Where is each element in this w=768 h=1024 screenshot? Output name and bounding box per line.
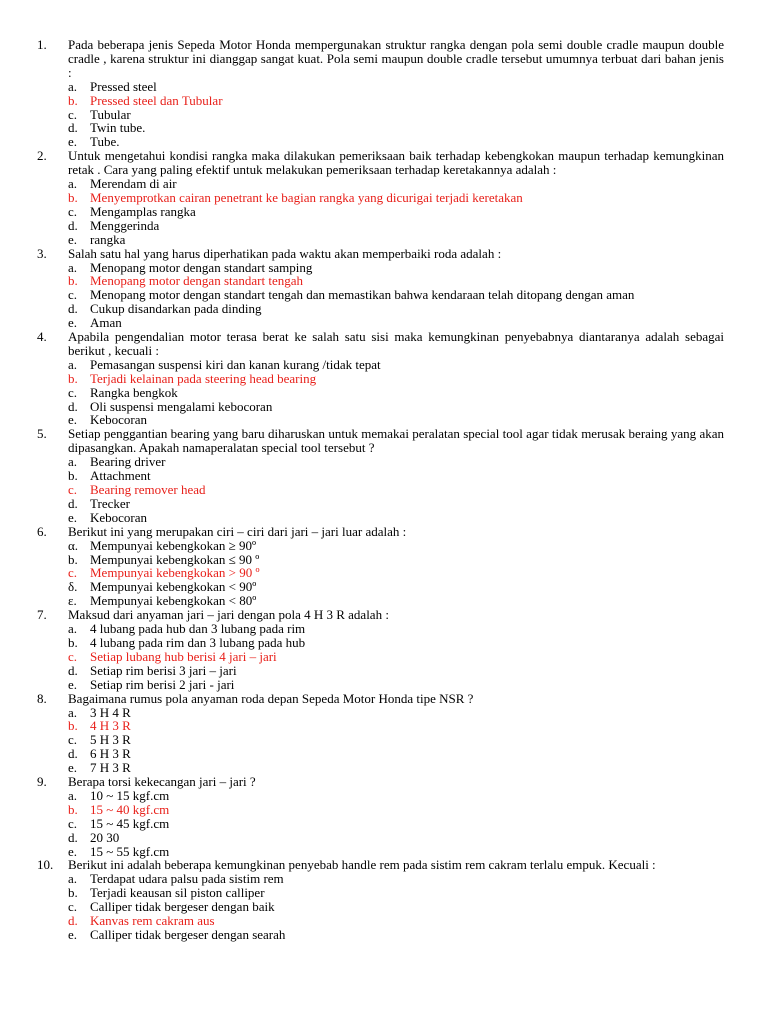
option-letter: a.: [68, 259, 78, 275]
question-block: [37, 330, 724, 427]
option-letter: e.: [68, 927, 78, 942]
option-text: Menyemprotkan cairan penetrant ke bagian rangka yang dicurigai terjadi keretakan: [90, 189, 523, 205]
answer-option-correct: [37, 372, 724, 386]
question-text: Apabila pengendalian motor terasa berat ke salah satu sisi maka kemungkinan penyebabnya diantaranya adalah sebagai berikut , kecuali :: [68, 329, 724, 358]
answer-option: [37, 622, 724, 636]
question-block: [37, 525, 724, 608]
option-letter: e.: [68, 412, 78, 428]
question-text: Untuk mengetahui kondisi rangka maka dilakukan pemeriksaan baik terhadap kebengkokan maupun terhadap kemungkinan retak . Cara yang paling efektif untuk melakukan pemeriksaan terhadap keretakannya adalah :: [68, 148, 724, 178]
question-number: 7.: [37, 607, 47, 623]
option-letter: d.: [68, 398, 78, 414]
answer-option: [37, 358, 724, 372]
option-text: Mempunyai kebengkokan ≤ 90 º: [90, 551, 260, 567]
option-text: Terjadi keausan sil piston calliper: [90, 885, 265, 901]
answer-option: [37, 706, 724, 720]
answer-option: [37, 900, 724, 914]
option-text: Menopang motor dengan standart tengah: [90, 273, 303, 289]
option-text: 6 H 3 R: [90, 746, 131, 762]
answer-option-correct: [37, 566, 724, 580]
option-letter: a.: [68, 454, 78, 470]
option-letter: α.: [68, 537, 79, 553]
question-row: [37, 38, 724, 80]
answer-option: [37, 386, 724, 400]
option-text: 20 30: [90, 829, 120, 845]
option-text: Mempunyai kebengkokan > 90 º: [90, 565, 260, 581]
option-letter: a.: [68, 787, 78, 803]
question-block: [37, 38, 724, 149]
option-letter: d.: [68, 662, 78, 678]
option-text: 4 H 3 R: [90, 718, 131, 734]
option-text: Mempunyai kebengkokan ≥ 90º: [90, 537, 257, 553]
question-number: 8.: [37, 690, 47, 706]
question-row: [37, 692, 724, 706]
option-letter: d.: [68, 913, 78, 929]
option-text: Pressed steel dan Tubular: [90, 92, 223, 108]
option-letter: a.: [68, 871, 78, 887]
answer-option: [37, 233, 724, 247]
question-row: [37, 608, 724, 622]
answer-option: [37, 413, 724, 427]
question-text: Salah satu hal yang harus diperhatikan pada waktu akan memperbaiki roda adalah :: [68, 245, 502, 261]
answer-option: [37, 400, 724, 414]
answer-option-correct: [37, 483, 724, 497]
answer-option: [37, 316, 724, 330]
option-text: Aman: [90, 315, 122, 331]
option-text: Menopang motor dengan standart tengah dan memastikan bahwa kendaraan telah ditopang dengan aman: [90, 287, 635, 303]
answer-option-correct: [37, 274, 724, 288]
option-letter: c.: [68, 565, 78, 581]
option-text: Calliper tidak bergeser dengan baik: [90, 899, 275, 915]
question-number: 10.: [37, 857, 54, 873]
answer-option: [37, 553, 724, 567]
option-text: 4 lubang pada rim dan 3 lubang pada hub: [90, 634, 306, 650]
answer-option: [37, 455, 724, 469]
option-letter: e.: [68, 760, 78, 776]
answer-option: [37, 135, 724, 149]
option-letter: b.: [68, 634, 78, 650]
question-text: Berikut ini adalah beberapa kemungkinan penyebab handle rem pada sistim rem cakram terlalu empuk. Kecuali :: [68, 857, 656, 873]
answer-option: [37, 733, 724, 747]
option-letter: b.: [68, 468, 78, 484]
question-number: 4.: [37, 329, 47, 345]
option-text: Kebocoran: [90, 412, 148, 428]
option-text: 4 lubang pada hub dan 3 lubang pada rim: [90, 621, 306, 637]
option-letter: e.: [68, 843, 78, 859]
option-text: Mempunyai kebengkokan < 80º: [90, 593, 257, 609]
question-row: [37, 247, 724, 261]
answer-option-correct: [37, 650, 724, 664]
option-text: Menopang motor dengan standart samping: [90, 259, 313, 275]
option-letter: b.: [68, 370, 78, 386]
question-row: [37, 330, 724, 358]
option-text: Twin tube.: [90, 120, 146, 136]
answer-option-correct: [37, 803, 724, 817]
option-text: Calliper tidak bergeser dengan searah: [90, 927, 286, 942]
option-text: Kanvas rem cakram aus: [90, 913, 215, 929]
question-number: 6.: [37, 523, 47, 539]
option-letter: c.: [68, 106, 78, 122]
question-block: [37, 608, 724, 691]
question-block: [37, 427, 724, 524]
option-letter: a.: [68, 176, 78, 192]
answer-option-correct: [37, 914, 724, 928]
question-block: [37, 149, 724, 246]
answer-option: [37, 121, 724, 135]
question-number: 2.: [37, 148, 47, 164]
option-letter: ε.: [68, 593, 77, 609]
answer-option: [37, 928, 724, 942]
option-letter: d.: [68, 746, 78, 762]
option-letter: c.: [68, 648, 78, 664]
option-text: 5 H 3 R: [90, 732, 131, 748]
option-letter: a.: [68, 356, 78, 372]
answer-option-correct: [37, 94, 724, 108]
question-row: [37, 858, 724, 872]
option-text: 3 H 4 R: [90, 704, 131, 720]
option-letter: e.: [68, 315, 78, 331]
option-letter: b.: [68, 92, 78, 108]
option-letter: d.: [68, 301, 78, 317]
question-text: Maksud dari anyaman jari – jari dengan pola 4 H 3 R adalah :: [68, 607, 389, 623]
option-letter: b.: [68, 189, 78, 205]
answer-option: [37, 580, 724, 594]
option-text: Mengamplas rangka: [90, 203, 196, 219]
option-letter: d.: [68, 120, 78, 136]
option-letter: c.: [68, 384, 78, 400]
question-text: Pada beberapa jenis Sepeda Motor Honda mempergunakan struktur rangka dengan pola semi double cradle maupun double cradle , karena struktur ini dianggap sangat kuat. Pola semi maupun double cradle tersebut umumnya terbuat dari bahan jenis :: [68, 37, 724, 80]
answer-option: [37, 205, 724, 219]
option-text: Attachment: [90, 468, 151, 484]
question-number: 5.: [37, 426, 47, 442]
option-letter: δ.: [68, 579, 78, 595]
option-text: rangka: [90, 231, 126, 247]
answer-option: [37, 886, 724, 900]
question-text: Bagaimana rumus pola anyaman roda depan Sepeda Motor Honda tipe NSR ?: [68, 690, 474, 706]
answer-option: [37, 678, 724, 692]
question-row: [37, 427, 724, 455]
option-text: Tube.: [90, 134, 120, 150]
option-text: Terjadi kelainan pada steering head bearing: [90, 370, 317, 386]
option-text: 15 ~ 45 kgf.cm: [90, 815, 170, 831]
option-letter: d.: [68, 495, 78, 511]
question-number: 9.: [37, 774, 47, 790]
question-row: [37, 525, 724, 539]
answer-option: [37, 497, 724, 511]
option-text: Merendam di air: [90, 176, 177, 192]
answer-option: [37, 302, 724, 316]
answer-option: [37, 664, 724, 678]
option-letter: c.: [68, 482, 78, 497]
option-letter: b.: [68, 551, 78, 567]
option-text: Menggerinda: [90, 217, 160, 233]
question-row: [37, 775, 724, 789]
option-letter: c.: [68, 287, 78, 303]
answer-option: [37, 747, 724, 761]
option-text: Pressed steel: [90, 78, 157, 94]
option-text: Pemasangan suspensi kiri dan kanan kurang /tidak tepat: [90, 356, 381, 372]
option-text: Terdapat udara palsu pada sistim rem: [90, 871, 284, 887]
answer-option: [37, 845, 724, 859]
answer-option: [37, 80, 724, 94]
option-letter: e.: [68, 134, 78, 150]
question-text: Berikut ini yang merupakan ciri – ciri dari jari – jari luar adalah :: [68, 523, 407, 539]
question-block: [37, 692, 724, 775]
answer-option: [37, 108, 724, 122]
option-text: Setiap rim berisi 3 jari – jari: [90, 662, 237, 678]
option-text: 7 H 3 R: [90, 760, 131, 776]
option-text: 10 ~ 15 kgf.cm: [90, 787, 170, 803]
option-text: Tubular: [90, 106, 131, 122]
option-text: Bearing driver: [90, 454, 166, 470]
question-text: Setiap penggantian bearing yang baru diharuskan untuk memakai peralatan special tool agar tidak merusak beraing yang akan dipasangkan. Apakah namaperalatan special tool tersebut ?: [68, 426, 724, 456]
option-letter: b.: [68, 801, 78, 817]
answer-option: [37, 789, 724, 803]
option-letter: c.: [68, 899, 78, 915]
answer-option: [37, 511, 724, 525]
option-text: Mempunyai kebengkokan < 90º: [90, 579, 257, 595]
option-letter: e.: [68, 231, 78, 247]
question-number: 1.: [37, 37, 47, 52]
option-text: Setiap lubang hub berisi 4 jari – jari: [90, 648, 277, 664]
option-text: Setiap rim berisi 2 jari - jari: [90, 676, 235, 692]
option-letter: b.: [68, 273, 78, 289]
option-letter: c.: [68, 732, 78, 748]
answer-option: [37, 761, 724, 775]
option-letter: e.: [68, 676, 78, 692]
answer-option: [37, 469, 724, 483]
option-text: 15 ~ 55 kgf.cm: [90, 843, 170, 859]
option-letter: a.: [68, 704, 78, 720]
option-letter: c.: [68, 815, 78, 831]
question-text: Berapa torsi kekecangan jari – jari ?: [68, 774, 256, 790]
option-letter: c.: [68, 203, 78, 219]
option-letter: b.: [68, 718, 78, 734]
option-letter: e.: [68, 509, 78, 525]
question-row: [37, 149, 724, 177]
option-text: Rangka bengkok: [90, 384, 178, 400]
answer-option: [37, 594, 724, 608]
answer-option-correct: [37, 191, 724, 205]
option-letter: d.: [68, 217, 78, 233]
answer-option-correct: [37, 719, 724, 733]
option-letter: b.: [68, 885, 78, 901]
option-letter: a.: [68, 621, 78, 637]
answer-option: [37, 288, 724, 302]
answer-option: [37, 636, 724, 650]
option-text: Trecker: [90, 495, 130, 511]
option-letter: a.: [68, 78, 78, 94]
question-block: [37, 858, 724, 941]
option-text: Oli suspensi mengalami kebocoran: [90, 398, 273, 414]
option-letter: d.: [68, 829, 78, 845]
question-block: [37, 775, 724, 858]
answer-option: [37, 539, 724, 553]
option-text: Bearing remover head: [90, 482, 206, 497]
option-text: Cukup disandarkan pada dinding: [90, 301, 262, 317]
option-text: Kebocoran: [90, 509, 148, 525]
question-number: 3.: [37, 245, 47, 261]
answer-option: [37, 817, 724, 831]
answer-option: [37, 872, 724, 886]
answer-option: [37, 831, 724, 845]
option-text: 15 ~ 40 kgf.cm: [90, 801, 170, 817]
answer-option: [37, 177, 724, 191]
answer-option: [37, 261, 724, 275]
question-block: [37, 247, 724, 330]
answer-option: [37, 219, 724, 233]
